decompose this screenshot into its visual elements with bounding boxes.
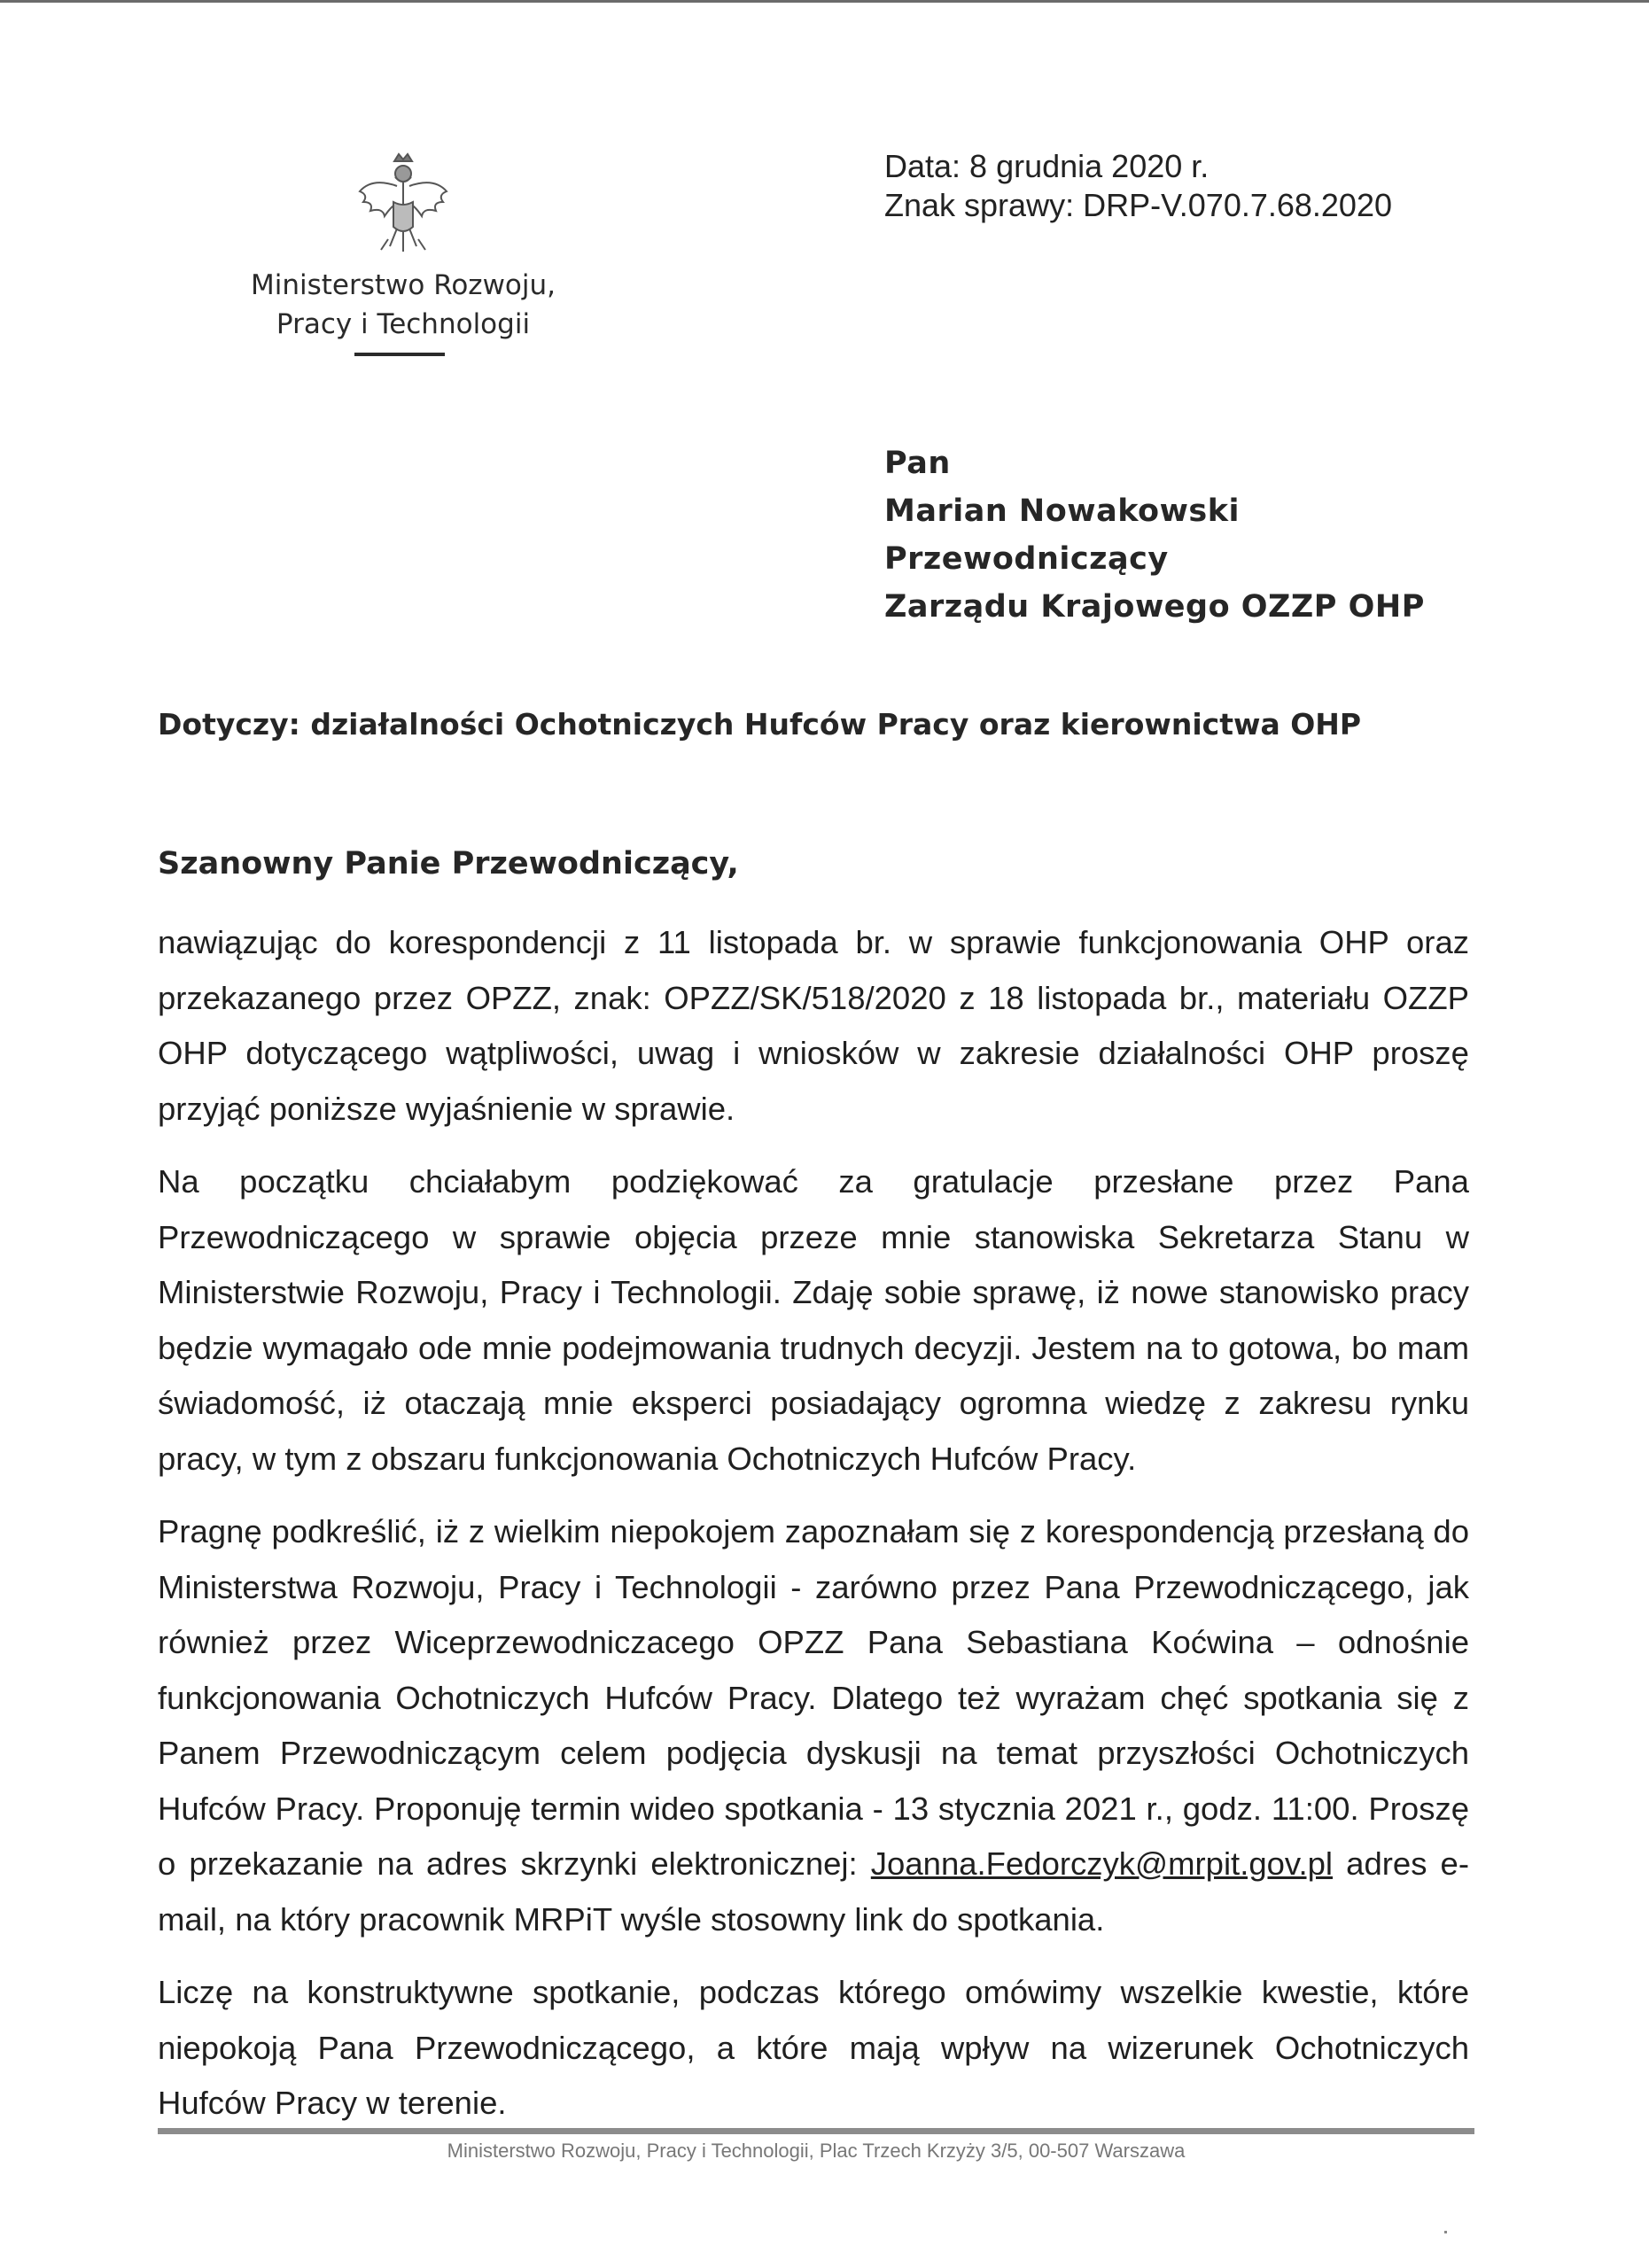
body-paragraph-4: Liczę na konstruktywne spotkanie, podczas którego omówimy wszelkie kwestie, które niepokoją Pana Przewodniczącego, a które mają wpływ na wizerunek Ochotniczych Hufców Pracy w terenie. bbox=[158, 1974, 1469, 2121]
recipient-line-2: Marian Nowakowski bbox=[884, 493, 1241, 529]
recipient-line-1: Pan bbox=[884, 446, 951, 481]
letter-date: Data: 8 grudnia 2020 r. bbox=[884, 148, 1210, 184]
body-paragraph-3 bbox=[158, 1504, 1469, 1947]
subject-line: Dotyczy: działalności Ochotniczych Hufców Pracy oraz kierownictwa OHP bbox=[158, 707, 1362, 742]
email-link[interactable]: Joanna.Fedorczyk@mrpit.gov.pl bbox=[870, 1845, 1334, 1882]
body-paragraph-2: Na początku chciałabym podziękować za gratulacje przesłane przez Pana Przewodniczącego w sprawie objęcia przeze mnie stanowiska Sekretarza Stanu w Ministerstwie Rozwoju, Pracy i Technologii. Zdaję sobie sprawę, iż nowe stanowisko pracy będzie wymagało ode mnie podejmowania trudnych decyzji. Jestem na to gotowa, bo mam świadomość, iż otaczają mnie eksperci posiadający ogromna wiedzę z zakresu rynku pracy, w tym z obszaru funkcjonowania Ochotniczych Hufców Pracy. bbox=[158, 1163, 1469, 1477]
recipient-line-4: Zarządu Krajowego OZZP OHP bbox=[884, 589, 1425, 625]
footer-divider bbox=[158, 2128, 1474, 2134]
ministry-name-line1: Ministerstwo Rozwoju, bbox=[250, 269, 556, 301]
salutation: Szanowny Panie Przewodniczący, bbox=[158, 846, 739, 882]
ministry-name bbox=[213, 266, 594, 344]
footer-address bbox=[158, 2140, 1474, 2162]
ministry-name-line2: Pracy i Technologii bbox=[276, 308, 531, 340]
scan-edge-line bbox=[0, 0, 1649, 3]
ministry-underline bbox=[354, 353, 445, 356]
paragraph-3-text-start: Pragnę podkreślić, iż z wielkim niepokojem zapoznałam się z korespondencją przesłaną do Ministerstwa Rozwoju, Pracy i Technologii - zarówno przez Pana Przewodniczącego, jak również przez Wiceprzewodniczacego OPZZ Pana Sebastiana Koćwina – odnośnie funkcjonowania Ochotniczych Hufców Pracy. Dlatego też wyrażam chęć spotkania się z Panem Przewodniczącym celem podjęcia dyskusji na temat przyszłości Ochotniczych Hufców Pracy. Proponuję termin wideo spotkania - 13 stycznia 2021 r., godz. 11:00. Proszę o przekazanie na adres skrzynki elektronicznej: bbox=[158, 1513, 1469, 1882]
letter-meta bbox=[884, 147, 1392, 225]
polish-eagle-emblem-icon bbox=[354, 151, 452, 257]
scan-dot bbox=[1444, 2231, 1447, 2233]
footer-address-text: Ministerstwo Rozwoju, Pracy i Technologii, Plac Trzech Krzyży 3/5, 00-507 Warszawa bbox=[447, 2140, 1186, 2162]
recipient-block bbox=[884, 439, 1425, 631]
case-number: Znak sprawy: DRP-V.070.7.68.2020 bbox=[884, 187, 1392, 223]
paragraph-3-text-end: adres e-mail, na który pracownik MRPiT wyśle stosowny link do spotkania. bbox=[158, 1845, 1470, 1938]
body-paragraph-1: nawiązując do korespondencji z 11 listopada br. w sprawie funkcjonowania OHP oraz przekazanego przez OPZZ, znak: OPZZ/SK/518/2020 z 18 listopada br., materiału OZZP OHP dotyczącego wątpliwości, uwag i wniosków w zakresie działalności OHP proszę przyjąć poniższe wyjaśnienie w sprawie. bbox=[158, 924, 1469, 1127]
recipient-line-3: Przewodniczący bbox=[884, 541, 1169, 577]
letter-body bbox=[158, 915, 1469, 2149]
